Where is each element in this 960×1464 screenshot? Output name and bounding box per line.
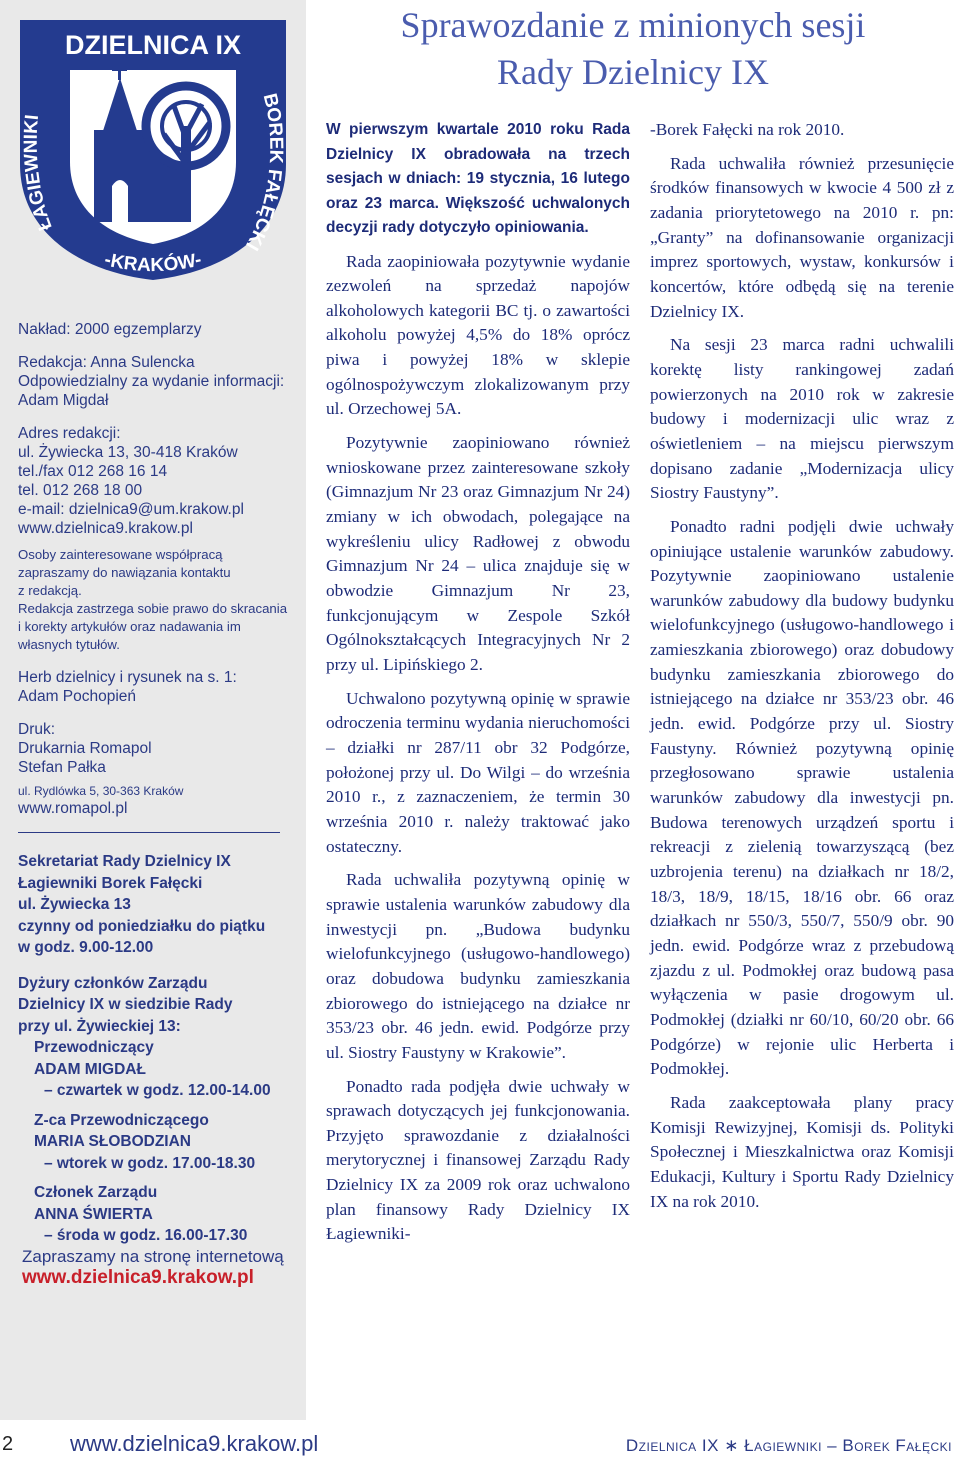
secretariat-street: ul. Żywiecka 13 (18, 896, 131, 913)
coat-of-arms-credit-label: Herb dzielnicy i rysunek na s. 1: (18, 669, 237, 686)
article-paragraph: Pozytywnie zaopiniowano również wnioskowane przez zainteresowane szkoły (Gimnazjum Nr 23 oraz Gimnazjum Nr 24) zmiany w ich obwodach, polegające na wykreśleniu ulicy Radłowej z obwodu Gimnazjum Nr 24 – ulica znajduje się w obwodzie Gimnazjum Nr 23, funkcjonującym w Zespole Szkół Ogólnokształcących Integracyjnych Nr 2 przy ul. Lipińskiego 2. (326, 433, 630, 674)
address-fax: tel./fax 012 268 16 14 (18, 463, 168, 480)
duty-3-name: ANNA ŚWIERTA (34, 1205, 153, 1223)
disclaimer-text-1: Redakcja zastrzega sobie prawo do skracania (18, 601, 288, 616)
duty-2-name: MARIA SŁOBODZIAN (34, 1133, 191, 1150)
article-paragraph: Uchwalono pozytywną opinię w sprawie odroczenia terminu wydania nieruchomości – działki nr 287/11 obr 32 Podgórze, położonej przy ul. Do Wilgi – do września 2010 r., z zaznaczeniem, że termin 30 września 2010 r. należy traktować jako ostateczny. (326, 688, 630, 856)
editor-text: Redakcja: Anna Sulencka (18, 354, 195, 371)
logo-bottom-text: -KRAKÓW- (102, 249, 204, 277)
cooperation-text-1: Osoby zainteresowane współpracą (18, 547, 223, 562)
article-column-1 (326, 118, 630, 1256)
print-label: Druk: (18, 721, 56, 738)
duty-2-time: – wtorek w godz. 17.00-18.30 (44, 1154, 256, 1172)
responsible-label: Odpowiedzialny za wydanie informacji: (18, 373, 285, 390)
disclaimer-text-3: własnych tytułów. (18, 637, 120, 652)
print-website[interactable]: www.romapol.pl (18, 800, 128, 817)
article-paragraph: Rada uchwaliła pozytywną opinię w sprawie ustalenia warunków zabudowy dla inwestycji pn. „Budowa budynku wielofunkcyjnego (usługowo-handlowego) oraz dobudowa budynku zamieszkania zbiorowego do istniejącego na działce nr 353/23 obr. 46 jedn. ewid. Podgórze przy ul. Siostry Faustyny w Krakowie”. (326, 870, 630, 1062)
secretariat-days: czynny od poniedziałku do piątku (18, 917, 266, 935)
duty-3-role: Członek Zarządu (34, 1184, 158, 1201)
secretariat-title: Sekretariat Rady Dzielnicy IX (18, 853, 231, 870)
article-title-line-1: Sprawozdanie z minionych sesji (400, 5, 866, 45)
invite-website-text: Zapraszamy na stronę internetową (22, 1246, 284, 1266)
sidebar (0, 0, 306, 1420)
article-paragraph: Ponadto radni podjęli dwie uchwały opiniujące ustalenie warunków zabudowy. Pozytywnie zaopiniowano ustalenie warunków zabudowy dla budowy budynku wielofunkcyjnego (usługowo-handlowego i zamieszkania zbiorowego) oraz dobudowy budynku zamieszkania zbiorowego do istniejącego na działce nr 353/23 obr. 46 jedn. ewid. Podgórze przy ul. Siostry Faustyny. Również pozytywną opinię przegłosowano sprawie ustalenia warunków zabudowy dla inwestycji pn. Budowa terenowych urządzeń sportu i rekreacji z zielenią towarzyszącą (bez uzbrojenia terenu) na działkach nr 18/2, 18/3, 18/9, 18/15, 18/16 obr. 66 oraz działkach nr 550/3, 550/7, 550/9 obr. 90 jedn. ewid. Podgórze wraz z przebudową zjazdu z ul. Podmokłej oraz budową pasa wyłączenia w pasie drogowym ul. Podmokłej (działki nr 60/10, 60/20 obr. 66 Podgórze) w rejonie ulic Herberta i Podmokłej. (650, 516, 954, 1079)
duty-title-3: przy ul. Żywieckiej 13: (18, 1017, 181, 1035)
article-paragraph: Rada zaopiniowała pozytywnie wydanie zezwoleń na sprzedaż napojów alkoholowych kategorii BC tj. o zawartości alkoholu powyżej 4,5% do 18% oprócz piwa i powyżej 18% w sklepie ogólnospożywczym zlokalizowanym przy ul. Orzechowej 5A. (326, 251, 630, 419)
article-paragraph: Rada zaakceptowała plany pracy Komisji Rewizyjnej, Komisji ds. Polityki Społecznej i Mieszkalnictwa oraz Komisji Edukacji, Kultury i Sportu Rady Dzielnicy IX na rok 2010. (650, 1092, 954, 1211)
cooperation-text-3: z redakcją. (18, 583, 82, 598)
duty-title-1: Dyżury członków Zarządu (18, 974, 208, 992)
article-paragraph: Ponadto rada podjęła dwie uchwały w sprawach dotyczących jej funkcjonowania. Przyjęto sprawozdanie z działalności merytorycznej i finansowej Zarządu Rady Dzielnicy IX za 2009 rok oraz uchwalono plan finansowy Rady Dzielnicy IX Łagiewniki- (326, 1076, 630, 1244)
district-coat-of-arms-logo (14, 14, 292, 282)
secretariat-district: Łagiewniki Borek Fałęcki (18, 874, 203, 892)
article-title (306, 0, 960, 96)
duty-title-2: Dzielnicy IX w siedzibie Rady (18, 996, 233, 1013)
address-phone: tel. 012 268 18 00 (18, 482, 143, 499)
duty-1-role: Przewodniczący (34, 1039, 154, 1056)
coat-of-arms-credit-name: Adam Pochopień (18, 688, 137, 705)
logo-top-text: DZIELNICA IX (64, 30, 242, 60)
print-address: ul. Rydlówka 5, 30-363 Kraków (18, 784, 184, 798)
print-owner: Stefan Pałka (18, 759, 106, 776)
address-street: ul. Żywiecka 13, 30-418 Kraków (18, 444, 238, 461)
article-column-2 (650, 118, 954, 1223)
print-company: Drukarnia Romapol (18, 740, 152, 757)
disclaimer-text-2: i korekty artykułów oraz nadawania im (18, 619, 241, 634)
responsible-name: Adam Migdał (18, 392, 109, 409)
page-number: 2 (2, 1433, 14, 1455)
article-paragraph: Na sesji 23 marca radni uchwalili korektę listy rankingowej zadań powierzonych na 2010 rok w zakresie budowy i modernizacji ulic wraz z oświetleniem – na miejscu pierwszym dopisano zadanie „Modernizacja ulicy Siostry Faustyny”. (650, 335, 954, 503)
district-website-link[interactable]: www.dzielnica9.krakow.pl (22, 1266, 254, 1288)
circulation-text: Nakład: 2000 egzemplarzy (18, 321, 202, 338)
divider (18, 832, 280, 833)
duty-1-name: ADAM MIGDAŁ (34, 1060, 146, 1078)
footer-district-name: Dzielnica IX ∗ Łagiewniki – Borek Fałęcki (625, 1436, 952, 1455)
footer-website-link[interactable]: www.dzielnica9.krakow.pl (70, 1431, 319, 1456)
article-title-line-2: Rady Dzielnicy IX (497, 52, 769, 92)
article-paragraph: Rada uchwaliła również przesunięcie środków finansowych w kwocie 4 500 zł z zadania priorytetowego na 2010 r. pn: „Granty” na dofinansowanie organizacji imprez sportowych, wystaw, konkursów i koncertów, które odbędą się na terenie Dzielnicy IX. (650, 153, 954, 321)
imprint (18, 320, 298, 1289)
page-footer (0, 1420, 960, 1464)
cooperation-text-2: zapraszamy do nawiązania kontaktu (18, 565, 231, 580)
duty-3-time: – środa w godz. 16.00-17.30 (44, 1227, 248, 1244)
article-lead: W pierwszym kwartale 2010 roku Rada Dzielnicy IX obradowała na trzech sesjach w dniach: 19 stycznia, 16 lutego oraz 23 marca. Większość uchwalonych decyzji rady dotyczyło opiniowania. (326, 121, 630, 236)
address-email[interactable]: e-mail: dzielnica9@um.krakow.pl (18, 501, 244, 518)
article-paragraph: -Borek Fałęcki na rok 2010. (650, 120, 845, 139)
duty-1-time: – czwartek w godz. 12.00-14.00 (44, 1082, 271, 1099)
logo-right-text: BOREK FAŁĘCKI (241, 91, 287, 254)
address-label: Adres redakcji: (18, 425, 121, 442)
secretariat-hours: w godz. 9.00-12.00 (18, 939, 154, 956)
logo-left-text: ŁAGIEWNIKI (20, 113, 57, 234)
duty-2-role: Z-ca Przewodniczącego (34, 1111, 209, 1129)
address-website[interactable]: www.dzielnica9.krakow.pl (18, 520, 193, 537)
